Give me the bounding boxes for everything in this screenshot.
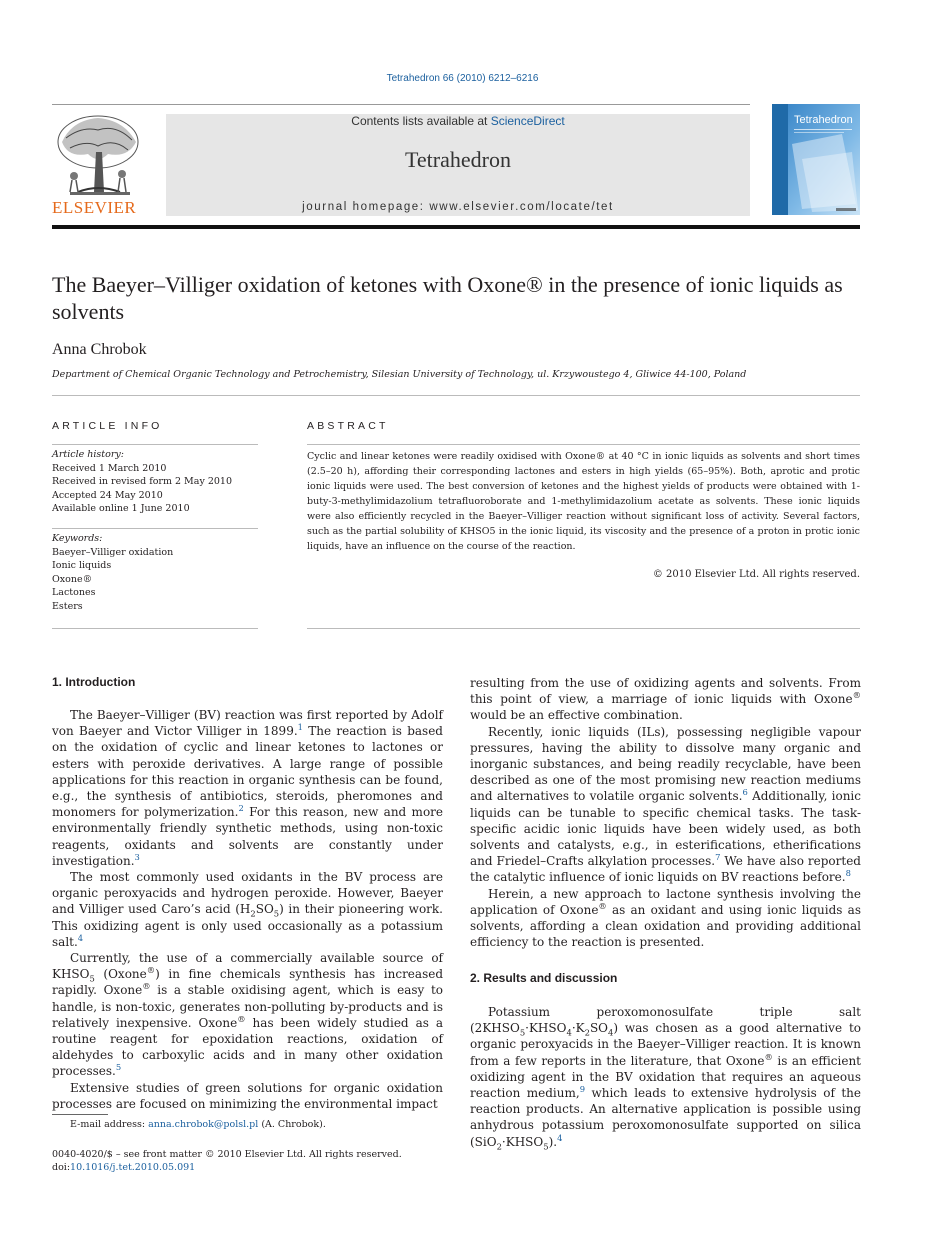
sciencedirect-link[interactable]: ScienceDirect	[490, 114, 565, 128]
section-heading-results: 2. Results and discussion	[470, 971, 618, 985]
history-item: Available online 1 June 2010	[52, 503, 190, 514]
paragraph: Recently, ionic liquids (ILs), possessing negligible vapour pressures, having the ability to dissolve many organic and inorganic substances, and being readily recyclable, have been described as one of the most promising new reaction mediums and alternatives to volatile organic solvents.$^6$ Additionally, ionic liquids can be tunable to specific chemical tasks. The task-specific acidic ionic liquids have been widely used, as both solvents and catalysts, e.g., in esterifications, etherifications and Friedel–Crafts alkylation processes.$^7$ We have also reported the catalytic influence of ionic liquids on BV reactions before.$^8$	[470, 724, 861, 885]
doi-line	[52, 1161, 402, 1174]
contents-prefix: Contents lists available at	[351, 114, 491, 128]
keyword: Baeyer–Villiger oxidation	[52, 546, 174, 558]
intro-body	[52, 707, 443, 1112]
email-footnote	[70, 1119, 326, 1130]
journal-title: Tetrahedron	[405, 147, 511, 172]
journal-reference[interactable]: Tetrahedron 66 (2010) 6212–6216	[386, 73, 539, 84]
keyword: Oxone®	[52, 573, 93, 585]
keyword: Esters	[52, 600, 83, 612]
cover-title: Tetrahedron	[794, 114, 853, 126]
keywords-block	[52, 532, 258, 613]
article-history	[52, 448, 258, 516]
paragraph: Currently, the use of a commercially available source of $KHSO_5$ (Oxone®) in fine chemicals synthesis has increased rapidly. Oxone® is a stable oxidising agent, which is easy to handle, is non-toxic, generates non-polluting by-products and is relatively inexpensive. Oxone® has been widely studied as a routine reagent for epoxidation reactions, oxidation of aldehydes to carboxylic acids and in many other oxidation processes.$^5$	[52, 951, 444, 1079]
abstract-copyright: © 2010 Elsevier Ltd. All rights reserved.	[652, 569, 860, 580]
article-info-heading: ARTICLE INFO	[52, 420, 163, 432]
doi-label: doi:	[52, 1162, 71, 1173]
abstract-rule	[307, 444, 860, 445]
keyword: Lactones	[52, 587, 96, 598]
abstract-text: Cyclic and linear ketones were readily oxidised with Oxone® at 40 °C in ionic liquids as solvents and short times (2.5–20 h), affording their corresponding lactones and esters in high yields (65–95%). Both, aprotic and protic ionic liquids were used. The best conversion of ketones and the highest yields of products were obtained with 1-buty-3-methylimidazolium tetrafluoroborate and 1-methylimidazolium acetate as solvents. These ionic liquids were also efficiently recycled in the Baeyer–Villiger reaction without significant loss of activity. Several factors, such as the partial solubility of KHSO5 in the ionic liquid, its viscosity and the presence of a proton in protic ionic liquids, have an influence on the course of the reaction.	[307, 451, 860, 552]
history-item: Received 1 March 2010	[52, 462, 167, 474]
publisher-name: ELSEVIER	[52, 198, 137, 217]
contents-line	[166, 114, 750, 128]
paragraph: Herein, a new approach to lactone synthesis involving the application of Oxone® as an oxidant and using ionic liquids as solvents, affording a clean oxidation and providing additional efficiency to the reaction is presented.	[470, 886, 861, 950]
article-title: The Baeyer–Villiger oxidation of ketones with Oxone® in the presence of ionic liquids as solvents	[52, 272, 843, 324]
paragraph: resulting from the use of oxidizing agents and solvents. From this point of view, a marriage of ionic liquids with Oxone® would be an effective combination.	[470, 676, 861, 723]
history-item: Accepted 24 May 2010	[52, 489, 163, 501]
title-rule	[52, 395, 860, 396]
results-body	[470, 1004, 861, 1150]
email-label: E-mail address:	[70, 1119, 149, 1130]
header-rule	[52, 104, 750, 105]
article-info-bottom-rule	[52, 628, 258, 629]
paragraph: The Baeyer–Villiger (BV) reaction was first reported by Adolf von Baeyer and Victor Villiger in 1899.$^1$ The reaction is based on the oxidation of cyclic and linear ketones to lactones or esters with peroxide derivatives. A large range of possible applications for this reaction in organic synthesis can be found, e.g., the synthesis of antibiotics, steroids, pheromones and monomers for polymerization.$^2$ For this reason, new and more environmentally friendly synthetic methods, using non-toxic reagents, oxidants and solvents are constantly under investigation.$^3$	[52, 708, 443, 868]
email-suffix: (A. Chrobok).	[258, 1119, 326, 1130]
abstract-bottom-rule	[307, 628, 860, 629]
journal-cover-image	[772, 104, 860, 215]
paragraph: The most commonly used oxidants in the BV process are organic peroxyacids and hydrogen peroxide. However, Baeyer and Villiger used Caro’s acid $(H_2SO_5)$ in their pioneering work. This oxidizing agent is only used occasionally as a potassium salt.$^4$	[52, 870, 443, 949]
issn-block	[52, 1148, 402, 1174]
history-item: Received in revised form 2 May 2010	[52, 476, 233, 487]
keywords-rule	[52, 528, 258, 529]
issn-line: 0040-4020/$ – see front matter © 2010 Elsevier Ltd. All rights reserved.	[52, 1149, 402, 1160]
keyword: Ionic liquids	[52, 560, 112, 571]
abstract-heading: ABSTRACT	[307, 420, 389, 432]
email-link[interactable]: anna.chrobok@polsl.pl	[148, 1119, 259, 1130]
paragraph: Potassium peroxomonosulfate triple salt $(2KHSO_5\cdot KHSO_4\cdot K_2SO_4)$ was chosen as a good alternative to organic peroxyacids in the Baeyer–Villiger reaction. It is known from a few reports in the literature, that Oxone® is an efficient oxidizing agent in the BV oxidation that requires an aqueous reaction medium,$^9$ which leads to extensive hydrolysis of the reaction products. An alternative application is possible using anhydrous potassium peroxomonosulfate supported on silica $(SiO_2\cdot KHSO_5).^4$	[470, 1005, 861, 1152]
article-author: Anna Chrobok	[52, 341, 147, 358]
footnote-rule	[52, 1114, 108, 1115]
author-affiliation: Department of Chemical Organic Technology and Petrochemistry, Silesian University of Technology, ul. Krzywoustego 4, Gliwice 44-100, Poland	[52, 369, 747, 380]
journal-homepage[interactable]: journal homepage: www.elsevier.com/locate/tet	[302, 201, 614, 213]
masthead-rule	[52, 225, 860, 229]
paragraph: Extensive studies of green solutions for organic oxidation processes are focused on minimizing the environmental impact	[52, 1080, 443, 1111]
history-label: Article history:	[52, 449, 124, 460]
keywords-label: Keywords:	[52, 533, 103, 544]
article-info-rule	[52, 444, 258, 445]
section-heading-introduction: 1. Introduction	[52, 675, 136, 689]
right-column-body	[470, 675, 861, 950]
doi-link[interactable]: 10.1016/j.tet.2010.05.091	[70, 1162, 196, 1173]
